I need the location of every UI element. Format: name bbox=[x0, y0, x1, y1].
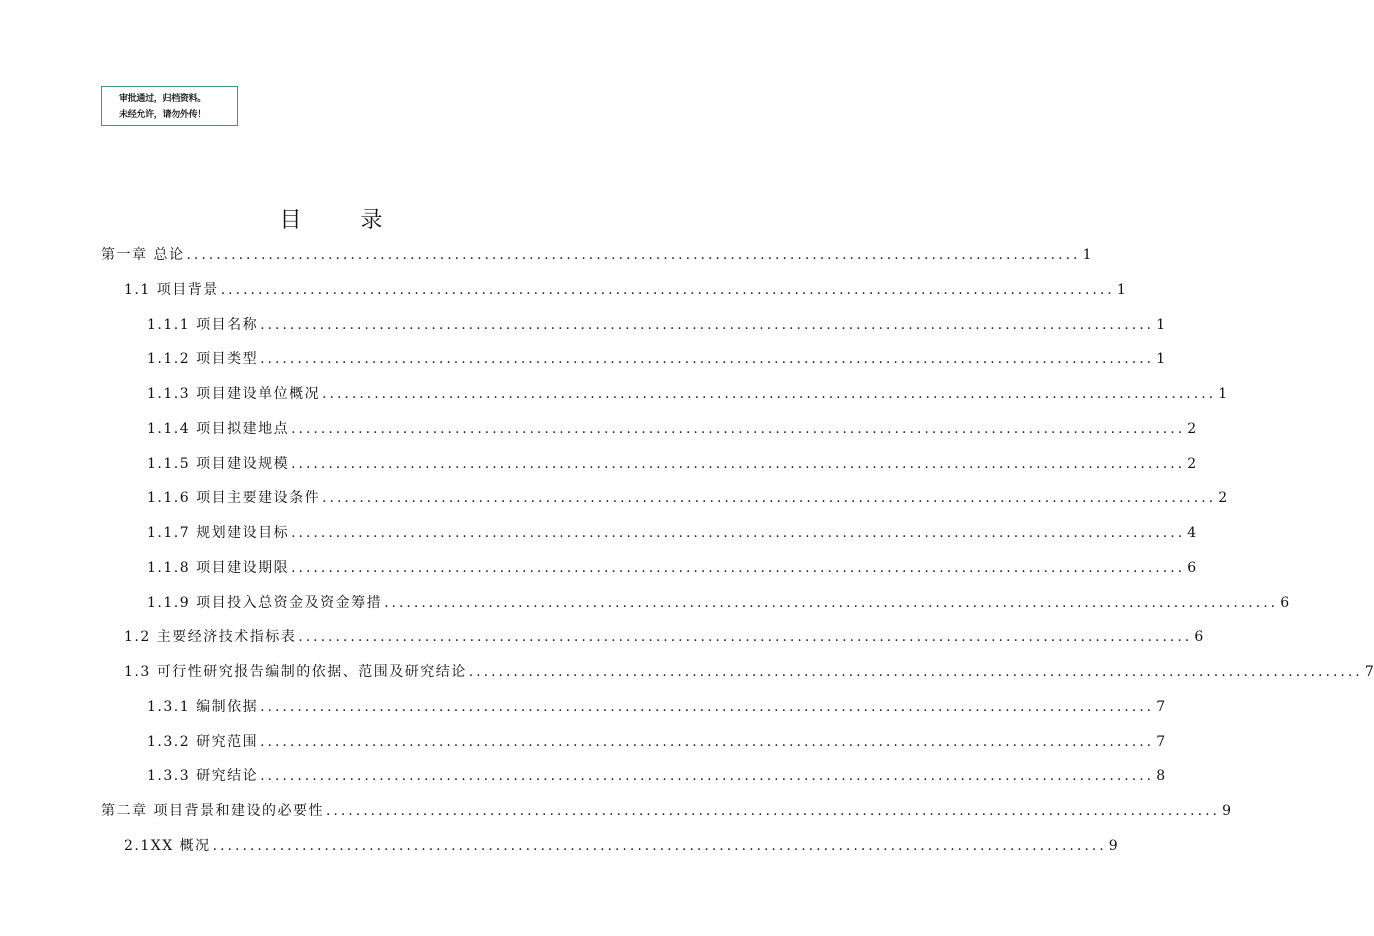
toc-leader-dots: ........................................................................................................................ bbox=[291, 560, 1186, 576]
toc-leader-dots: ........................................................................................................................ bbox=[212, 838, 1107, 854]
toc-entry-label: 1.1.1 项目名称 bbox=[147, 317, 259, 333]
toc-entry-page: 7 bbox=[1156, 699, 1166, 715]
toc-leader-dots: ........................................................................................................................ bbox=[260, 699, 1155, 715]
toc-entry[interactable] bbox=[124, 624, 1204, 646]
toc-entry[interactable] bbox=[101, 798, 1231, 820]
toc-entry-page: 7 bbox=[1364, 664, 1374, 680]
toc-entry[interactable] bbox=[147, 763, 1166, 785]
toc-entry[interactable] bbox=[147, 590, 1290, 612]
toc-entry-label: 1.3 可行性研究报告编制的依据、范围及研究结论 bbox=[124, 664, 467, 680]
toc-leader-dots: ........................................................................................................................ bbox=[291, 456, 1186, 472]
toc-leader-dots: ........................................................................................................................ bbox=[260, 351, 1155, 367]
toc-entry-page: 1 bbox=[1156, 317, 1166, 333]
toc-entry-label: 1.3.1 编制依据 bbox=[147, 699, 259, 715]
toc-entry-page: 1 bbox=[1116, 282, 1126, 298]
toc-entry[interactable] bbox=[101, 242, 1092, 264]
toc-entry-page: 1 bbox=[1156, 351, 1166, 367]
toc-entry[interactable] bbox=[124, 277, 1126, 299]
toc-leader-dots: ........................................................................................................................ bbox=[384, 595, 1279, 611]
toc-entry[interactable] bbox=[147, 312, 1166, 334]
toc-entry-page: 4 bbox=[1187, 525, 1197, 541]
toc-entry[interactable] bbox=[124, 659, 1374, 681]
toc-entry-label: 1.3.2 研究范围 bbox=[147, 734, 259, 750]
toc-entry-page: 1 bbox=[1082, 247, 1092, 263]
toc-leader-dots: ........................................................................................................................ bbox=[260, 768, 1155, 784]
toc-entry-label: 1.1.5 项目建设规模 bbox=[147, 456, 290, 472]
toc-entry[interactable] bbox=[147, 451, 1197, 473]
toc-entry-label: 第一章 总论 bbox=[101, 247, 185, 263]
toc-entry[interactable] bbox=[147, 346, 1166, 368]
toc-entry-label: 1.1.3 项目建设单位概况 bbox=[147, 386, 321, 402]
toc-entry[interactable] bbox=[124, 833, 1118, 855]
toc-entry-page: 2 bbox=[1187, 421, 1197, 437]
toc-leader-dots: ........................................................................................................................ bbox=[291, 525, 1186, 541]
toc-entry-page: 9 bbox=[1108, 838, 1118, 854]
toc-entry[interactable] bbox=[147, 520, 1197, 542]
toc-title: 目 录 bbox=[279, 208, 409, 233]
stamp-line-2: 未经允许，请勿外传！ bbox=[119, 110, 207, 120]
toc-entry-label: 1.1.9 项目投入总资金及资金筹措 bbox=[147, 595, 383, 611]
toc-leader-dots: ........................................................................................................................ bbox=[291, 421, 1186, 437]
toc-leader-dots: ........................................................................................................................ bbox=[298, 629, 1193, 645]
toc-entry-label: 第二章 项目背景和建设的必要性 bbox=[101, 803, 324, 819]
toc-entry[interactable] bbox=[147, 416, 1197, 438]
toc-leader-dots: ........................................................................................................................ bbox=[322, 386, 1217, 402]
toc-entry-label: 1.1.4 项目拟建地点 bbox=[147, 421, 290, 437]
toc-entry-label: 1.1 项目背景 bbox=[124, 282, 219, 298]
toc-entry-page: 6 bbox=[1280, 595, 1290, 611]
toc-leader-dots: ........................................................................................................................ bbox=[468, 664, 1363, 680]
toc-leader-dots: ........................................................................................................................ bbox=[260, 317, 1155, 333]
toc-entry-label: 1.3.3 研究结论 bbox=[147, 768, 259, 784]
toc-entry[interactable] bbox=[147, 381, 1228, 403]
toc-entry-page: 2 bbox=[1187, 456, 1197, 472]
toc-entry-label: 1.1.7 规划建设目标 bbox=[147, 525, 290, 541]
toc-entry-label: 2.1XX 概况 bbox=[124, 838, 211, 854]
toc-entry-label: 1.2 主要经济技术指标表 bbox=[124, 629, 297, 645]
toc-entry[interactable] bbox=[147, 555, 1197, 577]
toc-entry[interactable] bbox=[147, 485, 1228, 507]
toc-leader-dots: ........................................................................................................................ bbox=[322, 490, 1217, 506]
toc-entry[interactable] bbox=[147, 729, 1166, 751]
toc-entry-label: 1.1.2 项目类型 bbox=[147, 351, 259, 367]
toc-entry[interactable] bbox=[147, 694, 1166, 716]
toc-entry-label: 1.1.6 项目主要建设条件 bbox=[147, 490, 321, 506]
stamp-line-1: 审批通过，归档资料。 bbox=[119, 94, 207, 104]
toc-leader-dots: ........................................................................................................................ bbox=[220, 282, 1115, 298]
toc-entry-page: 9 bbox=[1222, 803, 1231, 819]
toc-entry-page: 8 bbox=[1156, 768, 1166, 784]
toc-leader-dots: ........................................................................................................................ bbox=[260, 734, 1155, 750]
approval-stamp bbox=[101, 86, 238, 126]
toc-entry-page: 7 bbox=[1156, 734, 1166, 750]
toc-leader-dots: ........................................................................................................................ bbox=[325, 803, 1220, 819]
toc-entry-page: 2 bbox=[1218, 490, 1228, 506]
toc-leader-dots: ........................................................................................................................ bbox=[186, 247, 1081, 263]
toc-entry-label: 1.1.8 项目建设期限 bbox=[147, 560, 290, 576]
toc-entry-page: 1 bbox=[1218, 386, 1228, 402]
toc-entry-page: 6 bbox=[1194, 629, 1204, 645]
toc-entry-page: 6 bbox=[1187, 560, 1197, 576]
